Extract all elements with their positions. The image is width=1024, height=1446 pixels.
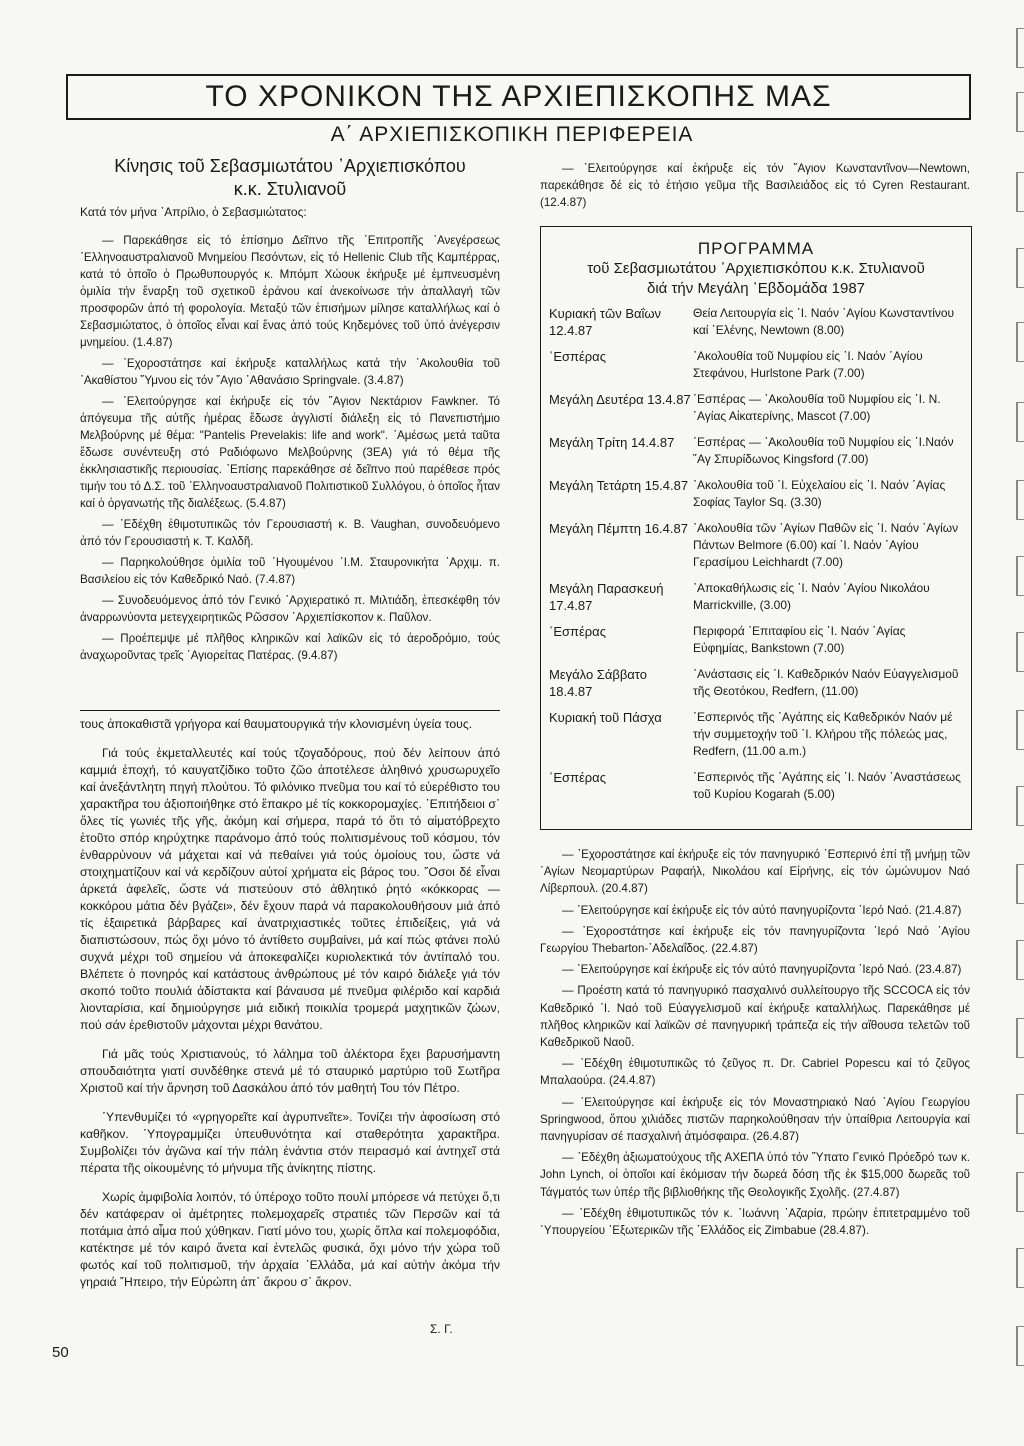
left-entry: — Παρεκάθησε εἰς τό ἐπίσημο Δεῖπνο τῆς ᾿Επιτροπῆς ᾿Ανεγέρσεως ᾿Ελληνοαυστραλιανοῦ Μνημείου Πεσόντων, εἰς τό Hellenic Club τῆς Καμπέρρας, κατά τό ὁποῖο ὁ Πρωθυπουργός κ. Μπόμπ Χώουκ ἐκήρυξε μέ ἐμπνευσμένη ὁμιλία τήν ἔναρξη τοῦ σχετικοῦ ἐράνου καί ἀνεκοίνωσε τήν ἀπαλλαγή τῶν προσφορῶν ἀπό τή φορολογία. Μεταξύ τῶν ἐπισήμων μίλησε καταλλήλως καί ὁ Σεβασμιώτατος, ὁ ὁποῖος εἶναι καί ἕνας ἀπό τούς Κηδεμόνες τοῦ ὑπό ἀνέγερσιν μνημείου. (1.4.87) [80,234,500,349]
binding-mark [1016,1326,1024,1366]
program-title: ΠΡΟΓΡΑΜΜΑ [697,239,815,258]
program-rows [541,305,971,803]
article-paragraph: Γιά μᾶς τούς Χριστιανούς, τό λάλημα τοῦ ἀλέκτορα ἔχει βαρυσήμαντη σπουδαιότητα γιατί συνδέθηκε στενά μέ τό σταυρικό μαρτύριο τοῦ Σωτῆρα Χριστοῦ καί τήν ἄρνηση τοῦ Δασκάλου ἀπό τόν μαθητή Του τόν Πέτρο. [80,1047,500,1095]
right-entry: — ᾿Εδέχθη ἀξιωματούχους τῆς ΑΧΕΠΑ ὑπό τόν ῞Υπατο Γενικό Πρόεδρό των κ. John Lynch, οἱ ὁποῖοι καί ἐκόμισαν τήν δωρεά δόση τῆς ἐκ $15,000 δωρεᾶς τοῦ Τάγματός των ὑπέρ τῆς βιβλιοθήκης τῆς Θεολογικῆς Σχολῆς. (27.4.87) [540,1151,970,1199]
binding-mark [1016,28,1024,68]
left-article [80,716,500,1303]
program-row [549,348,963,382]
program-day: ῾Εσπέρας [549,770,606,785]
binding-mark [1016,322,1024,362]
article-paragraph: ῾Υπενθυμίζει τό «γρηγορεῖτε καί ἀγρυπνεῖτε». Τονίζει τήν ἀφοσίωση στό καθῆκον. ῾Υπογραμμίζει ὑπευθυνότητα καί σταθερότητα χαρακτῆρα. Συμβολίζει τόν ἀγῶνα καί τήν πάλη ἐνάντια στόν πειρασμό καί ἀντηχεῖ στά πέρατα τῆς οἰκουμένης τό μήνυμα τῆς ἀνίκητης πίστης. [80,1110,500,1175]
left-divider [80,710,500,711]
binding-mark [1016,402,1024,442]
program-desc: ᾿Ακολουθία τοῦ ῾Ι. Εὐχελαίου εἰς ῾Ι. Ναόν ῾Αγίας Σοφίας Taylor Sq. (3.30) [693,478,946,509]
binding-mark [1016,1172,1024,1212]
program-day: Μεγάλη Τρίτη 14.4.87 [549,435,675,450]
program-row [549,580,963,614]
program-subtitle: διά τήν Μεγάλη ῾Εβδομάδα 1987 [646,280,865,297]
right-entry: — ᾿Εδέχθη ἐθιμοτυπικῶς τό ζεῦγος π. Dr. Cabriel Popescu καί τό ζεῦγος Μπαλαούρα. (24.4.87) [540,1057,970,1088]
signature: Σ. Γ. [430,1322,453,1336]
program-day: Μεγάλη Δευτέρα 13.4.87 [549,392,691,407]
right-entry: — Προέστη κατά τό πανηγυρικό πασχαλινό συλλείτουργο τῆς SCCOCA εἰς τόν Καθεδρικό ῾Ι. Ναό τοῦ Εὐαγγελισμοῦ καί ἐκήρυξε καταλλήλως. Παρεκάθησε μέ πλῆθος κληρικῶν καί λαϊκῶν σέ πανηγυρική τράπεζα εἰς τήν αἴθουσα τελετῶν τοῦ Καθεδρικοῦ Ναοῦ. [540,984,970,1050]
binding-mark [1016,480,1024,520]
program-day: Μεγάλη Τετάρτη 15.4.87 [549,478,689,493]
left-entry: — ᾿Εδέχθη ἐθιμοτυπικῶς τόν Γερουσιαστή κ. B. Vaughan, συνοδευόμενο ἀπό τόν Γερουσιαστή κ. Τ. Καλδῆ. [80,518,500,548]
program-day: Μεγάλη Παρασκευή 17.4.87 [549,581,664,613]
article-paragraph: Γιά τούς ἐκμεταλλευτές καί τούς τζογαδόρους, πού δέν λείπουν ἀπό καμμιά ἐποχή, τό καυγατζίδικο τοῦτο ζῶο ἀποτέλεσε ἀληθινό χρυσωρυχεῖο καί ἀνεξάντλητη πηγή πλούτου. Τό φιλόνικο πνεῦμα του καί τό εὐερέθιστο του χαρακτῆρα του ἀξιοποιήθηκε στό ἔπακρο μέ τίς κοκκορομαχίες. ᾿Επιτήδειοι σ᾿ ὅλες τίς γωνιές τῆς γῆς, ἀκόμη καί σήμερα, παρά τό ὅτι τό αἱματόβρεχτο ἐτοῦτο σπόρ κηρύχτηκε παράνομο ἀπό τούς πολιτισμένους τοῦ κόσμου, τόν ἐνθαρρύνουν νά μάχεται καί νά πεθαίνει γιά τούς ὁμοίους του, ὥστε νά στοιχηματίζουν καί νά κερδίζουν αὐτοί χρήματα εἰς βάρος του. ῞Οσοι δέ εἶναι ἀρκετά ἀφελεῖς, ὥστε νά πιστεύουν στό ἀθλητικό ῥητό «κόκκορας — κοκκόρου μάτια δέν βγάζει», δέν ἔχουν παρά νά παρακολουθήσουν μιά ἀπό τίς ἐξαιρετικά βάρβαρες καί ἀνατριχιαστικές τοῦτες ἐπιδείξεις, γιά νά διαπιστώσουν, πώς ὄχι μόνο τό ἀντίθετο συμβαίνει, μά καί πώς φτάνει πολύ συχνά μέχρι τοῦ σημείου νά ἀποκεφαλίζει κυριολεκτικά τόν ἀντίπαλό του. Βλέπετε ὁ πονηρός καί κατάστους ἀνθρώπους μέ τόν καιρό διάλεξε γιά τόν σκοπό τοῦτο πουλιά ἀδίστακτα καί βάναυσα μέ πνεῦμα φιλέριδο καί καρδιά λιονταρίσια, καί δημιούργησε μιά ειδική ποικιλία τρομερά μαχητικῶν ζώων, πού σάν ἐρεθιστοῦν μάχονται μέχρι θανάτου. [80,746,500,1032]
program-day: ῾Εσπέρας [549,349,606,364]
left-entry: — Παρηκολούθησε ὁμιλία τοῦ ῾Ηγουμένου ῾Ι.Μ. Σταυρονικήτα ᾿Αρχιμ. π. Βασιλείου εἰς τόν Καθεδρικό Ναό. (7.4.87) [80,556,500,586]
right-top-entry [540,160,970,215]
program-desc: ῾Εσπέρας — ᾿Ακολουθία τοῦ Νυμφίου εἰς ῾Ι. Ν. ῾Αγίας Αἰκατερίνης, Mascot (7.00) [693,392,941,423]
right-entry: — ᾿Εχοροστάτησε καί ἐκήρυξε εἰς τόν πανηγυρικό ῾Εσπερινό ἐπί τῇ μνήμῃ τῶν ῾Αγίων Νεομαρτύρων Ραφαήλ, Νικολάου καί Εἰρήνης, εἰς τόν ὡμώνυμον Ναό Λίβερπουλ. (20.4.87) [540,848,970,896]
binding-mark [1016,710,1024,750]
binding-mark [1016,632,1024,672]
program-desc: ῾Εσπερινός τῆς ᾿Αγάπης εἰς ῾Ι. Ναόν ᾿Αναστάσεως τοῦ Κυρίου Kogarah (5.00) [693,770,961,801]
program-desc: Θεία Λειτουργία εἰς ῾Ι. Ναόν ῾Αγίου Κωνσταντίνου καί ῾Ελένης, Newtown (8.00) [693,306,955,337]
binding-mark [1016,940,1024,980]
program-row [549,520,963,571]
program-desc: ῾Εσπερινός τῆς ᾿Αγάπης εἰς Καθεδρικόν Ναόν μέ τήν συμμετοχήν τοῦ ῾Ι. Κλήρου τῆς πόλεώς μας, Redfern, (11.00 a.m.) [693,710,953,758]
program-row [549,477,963,511]
page-number: 50 [52,1344,69,1361]
program-day: Μεγάλη Πέμπτη 16.4.87 [549,521,688,536]
program-subtitle: τοῦ Σεβασμιωτάτου ᾿Αρχιεπισκόπου κ.κ. Στυλιανοῦ [587,260,925,277]
program-desc: ᾿Ακολουθία τοῦ Νυμφίου εἰς ῾Ι. Ναόν ῾Αγίου Στεφάνου, Hurlstone Park (7.00) [693,349,923,380]
left-heading-line2: κ.κ. Στυλιανοῦ [233,179,347,199]
binding-mark [1016,248,1024,288]
right-entry: — ᾿Ελειτούργησε καί ἐκήρυξε εἰς τόν αὐτό πανηγυρίζοντα ῾Ιερό Ναό. (21.4.87) [562,903,962,917]
program-desc: ᾿Αποκαθήλωσις εἰς ῾Ι. Ναόν ῾Αγίου Νικολάου Marrickville, (3.00) [693,581,930,612]
program-row [549,709,963,760]
left-entry: — ᾿Εχοροστάτησε καί ἐκήρυξε καταλλήλως κατά τήν ᾿Ακολουθία τοῦ ᾿Ακαθίστου ῞Υμνου εἰς τόν ῞Αγιο ᾿Αθανάσιο Springvale. (3.4.87) [80,357,500,387]
page-title: ΤΟ ΧΡΟΝΙΚΟΝ ΤΗΣ ΑΡΧΙΕΠΙΣΚΟΠΗΣ ΜΑΣ [66,74,971,120]
program-box [540,226,972,830]
binding-mark [1016,786,1024,826]
program-day: ῾Εσπέρας [549,624,606,639]
program-row [549,434,963,468]
program-row [549,666,963,700]
program-row [549,769,963,803]
right-entry: — ᾿Εδέχθη ἐθιμοτυπικῶς τόν κ. ᾿Ιωάννη ᾿Αζαρία, πρώην ἐπιτετραμμένο τοῦ ῾Υπουργείου ᾿Εξωτερικῶν τῆς ῾Ελλάδος εἰς Zimbabue (28.4.87). [540,1206,970,1238]
article-paragraph: τους ἀποκαθιστᾶ γρήγορα καί θαυματουργικά τήν κλονισμένη ὑγεία τους. [80,717,473,731]
binding-mark [1016,1018,1024,1058]
binding-mark [1016,1248,1024,1288]
left-heading [80,155,500,201]
left-entries [80,232,500,668]
program-row [549,305,963,339]
right-entry: — ᾿Ελειτούργησε καί ἐκήρυξε εἰς τόν αὐτό πανηγυρίζοντα ῾Ιερό Ναό. (23.4.87) [562,963,962,977]
binding-mark [1016,556,1024,596]
binding-mark [1016,1094,1024,1134]
left-entry: — ᾿Ελειτούργησε καί ἐκήρυξε εἰς τόν ῞Αγιον Νεκτάριον Fawkner. Τό ἀπόγευμα τῆς αὐτῆς ἡμέρας ἔδωσε ἀγγλιστί διάλεξη εἰς τό Πανεπιστήμιο Μελβούρνης μέ θέμα: "Pantelis Prevelakis: life and work". ᾿Αμέσως μετά ταῦτα ἔδωσε συνέντευξη στό Ραδιόφωνο Μελβούρνης (3ΕΑ) γιά τό θέμα τῆς ἐκκλησιαστικῆς περιουσίας. ᾿Επίσης παρεκάθησε σέ δεῖπνο πού παρέθεσε πρός τιμήν του τό Δ.Σ. τοῦ ᾿Ελληνοαυστραλιανοῦ Πολιτιστικοῦ Συλλόγου, ὁ ὁποῖος ἦταν καί ὁ ὀργανωτής τῆς διαλέξεως. (5.4.87) [80,395,500,510]
program-day: Κυριακή τοῦ Πάσχα [549,710,662,725]
program-desc: Περιφορά ᾿Επιταφίου εἰς ῾Ι. Ναόν ῾Αγίας Εὐφημίας, Bankstown (7.00) [693,624,906,655]
binding-mark [1016,172,1024,212]
right-entry: — ᾿Εχοροστάτησε καί ἐκήρυξε εἰς τόν πανηγυρίζοντα ῾Ιερό Ναό ῾Αγίου Γεωργίου Thebarton-᾿Αδελαΐδος. (22.4.87) [540,924,970,956]
left-entry: — Συνοδευόμενος ἀπό τόν Γενικό ᾿Αρχιερατικό π. Μιλτιάδη, ἐπεσκέφθη τόν ἀναρρωνύοντα μετεγχειρητικῶς Ρῶσσον ᾿Αρχιεπίσκοπον κ. Παῦλον. [80,594,500,624]
section-subtitle: Α΄ ΑΡΧΙΕΠΙΣΚΟΠΙΚΗ ΠΕΡΙΦΕΡΕΙΑ [330,123,694,146]
right-entry: — ᾿Ελειτούργησε καί ἐκήρυξε εἰς τόν ῞Αγιον Κωνσταντῖνον—Newtown, παρεκάθησε δέ εἰς τό ἐτήσιο γεῦμα τῆς Βασιλειάδος εἰς τό Cyren Restaurant. (12.4.87) [540,162,970,209]
program-desc: ᾿Ανάστασις εἰς ῾Ι. Καθεδρικόν Ναόν Εὐαγγελισμοῦ τῆς Θεοτόκου, Redfern, (11.00) [693,667,959,698]
program-desc: ῾Εσπέρας — ᾿Ακολουθία τοῦ Νυμφίου εἰς ῾Ι.Ναόν ῞Αγ Σπυρίδωνος Kingsford (7.00) [693,435,954,466]
left-intro: Κατά τόν μήνα ᾿Απρίλιο, ὁ Σεβασμιώτατος: [80,205,307,219]
binding-mark [1016,92,1024,132]
program-row [549,391,963,425]
right-entries [540,846,970,1243]
program-desc: ᾿Ακολουθία τῶν ῾Αγίων Παθῶν εἰς ῾Ι. Ναόν ῾Αγίων Πάντων Belmore (6.00) καί ῾Ι. Ναόν ῾Αγίου Γερασίμου Leichhardt (7.00) [693,521,959,569]
left-heading-line1: Κίνησις τοῦ Σεβασμιωτάτου ᾿Αρχιεπισκόπου [114,156,466,176]
article-paragraph: Χωρίς ἀμφιβολία λοιπόν, τό ὑπέροχο τοῦτο πουλί μπόρεσε νά πετύχει ὅ,τι δέν κατάφεραν οἱ ἀμέτρητες πολεμοχαρεῖς στρατιές τῶν Περσῶν καί τά ποτάμια ἀπό αἷμα πού χύθηκαν. Γιατί μόνο του, χωρίς ὅπλα καί πολεμοφόδια, κατέκτησε μέ τόν καιρό ἄνετα καί ἐντελῶς φυσικά, ὄχι μόνο τήν χώρα τοῦ φωτός καί τοῦ πολιτισμοῦ, τήν ἀρχαία ᾿Ελλάδα, μά καί αὐτήν ἀκόμα τήν γηραιά ῎Ηπειρο, τήν Εὐρώπη ἀπ᾿ ἄκρου σ᾿ ἄκρον. [80,1190,500,1289]
program-row [549,623,963,657]
program-day: Κυριακή τῶν Βαΐων 12.4.87 [549,306,662,338]
right-entry: — ᾿Ελειτούργησε καί ἐκήρυξε εἰς τόν Μοναστηριακό Ναό ῾Αγίου Γεωργίου Springwood, ὅπου χιλιάδες πιστῶν παρηκολούθησαν τήν ὑπαίθρια Λειτουργία καί πανηγυρίσαν σέ πασχαλινή ἀτμόσφαιρα. (26.4.87) [540,1095,970,1144]
program-day: Μεγάλο Σάββατο 18.4.87 [549,667,647,699]
binding-mark [1016,864,1024,904]
left-entry: — Προέπεμψε μέ πλῆθος κληρικῶν καί λαϊκῶν εἰς τό ἀεροδρόμιο, τούς ἀναχωροῦντας τρεῖς ῾Αγιορείτας Πατέρας. (9.4.87) [80,632,500,662]
